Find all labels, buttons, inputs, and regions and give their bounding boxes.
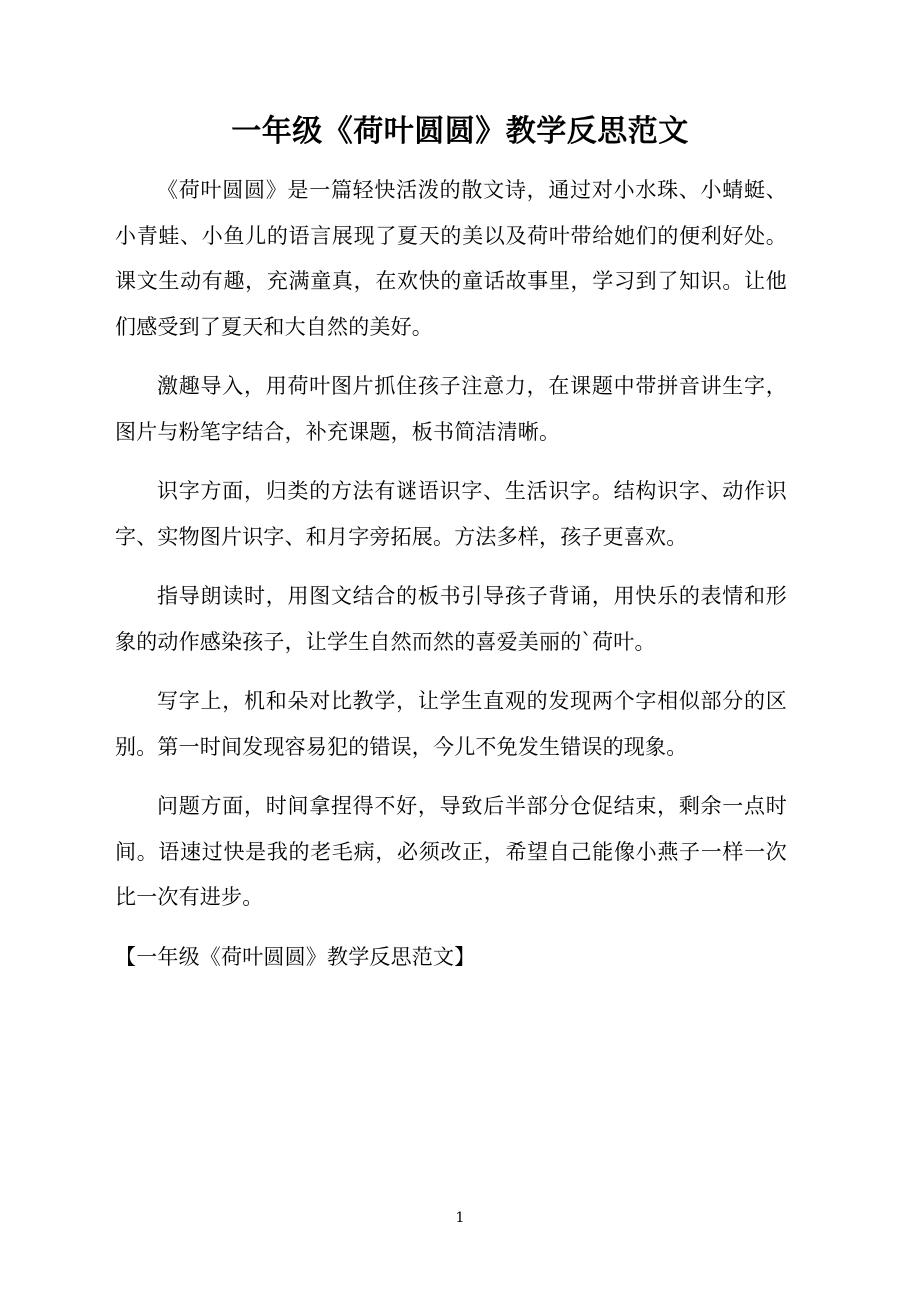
document-title: 一年级《荷叶圆圆》教学反思范文 — [231, 114, 689, 149]
page-number: 1 — [455, 1210, 465, 1226]
document-body — [115, 168, 787, 980]
paragraph-intro: 《荷叶圆圆》是一篇轻快活泼的散文诗，通过对小水珠、小蜻蜓、小青蛙、小鱼儿的语言展现了夏天的美以及荷叶带给她们的便利好处。课文生动有趣，充满童真，在欢快的童话故事里，学习到了知识。让他们感受到了夏天和大自然的美好。 — [115, 178, 787, 339]
paragraph-reading: 指导朗读时，用图文结合的板书引导孩子背诵，用快乐的表情和形象的动作感染孩子，让学生自然而然的喜爱美丽的`荷叶。 — [115, 584, 787, 654]
closing-title-line: 【一年级《荷叶圆圆》教学反思范文】 — [115, 944, 476, 969]
paragraph-literacy: 识字方面，归类的方法有谜语识字、生活识字。结构识字、动作识字、实物图片识字、和月字旁拓展。方法多样，孩子更喜欢。 — [115, 479, 787, 549]
paragraph-writing: 写字上，机和朵对比教学，让学生直观的发现两个字相似部分的区别。第一时间发现容易犯的错误，今儿不免发生错误的现象。 — [115, 689, 787, 759]
paragraph-problems: 问题方面，时间拿捏得不好，导致后半部分仓促结束，剩余一点时间。语速过快是我的老毛病，必须改正，希望自己能像小燕子一样一次比一次有进步。 — [115, 794, 787, 909]
paragraph-lead-in: 激趣导入，用荷叶图片抓住孩子注意力，在课题中带拼音讲生字，图片与粉笔字结合，补充课题，板书简洁清晰。 — [115, 374, 787, 444]
